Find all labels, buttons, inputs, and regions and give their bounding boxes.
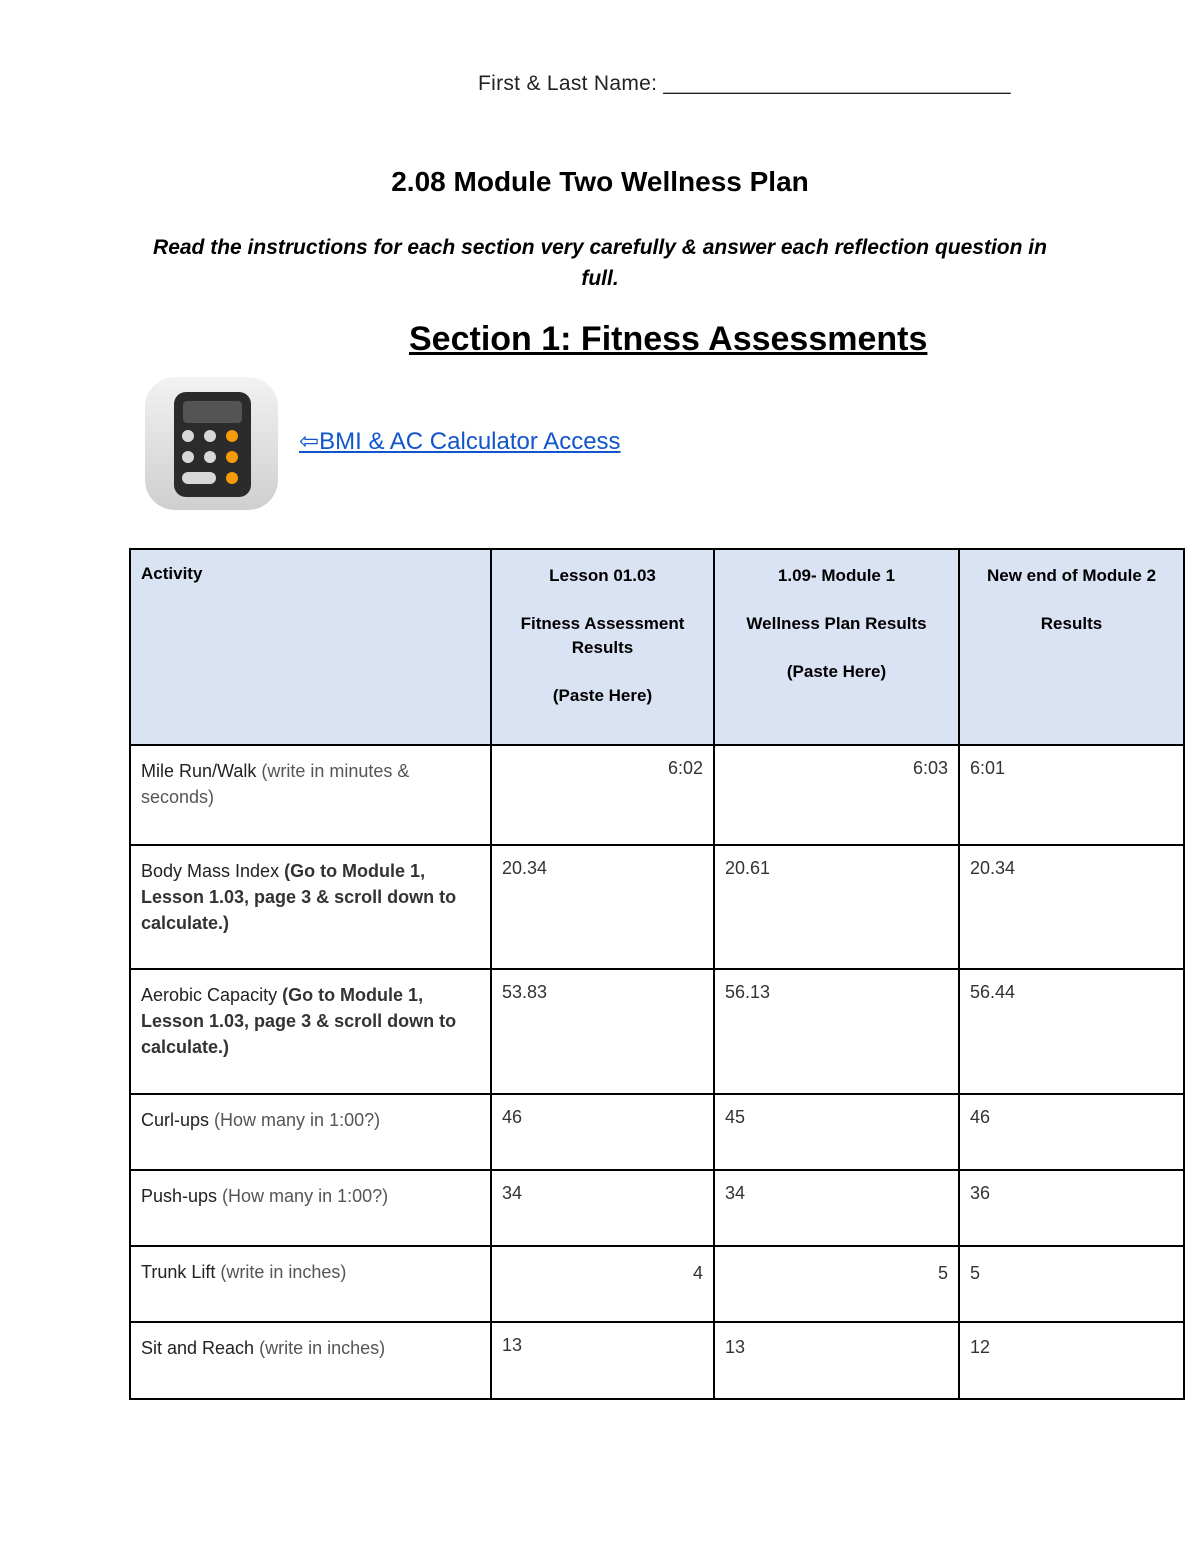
value-cell[interactable]: 13 xyxy=(491,1322,714,1399)
activity-label: Trunk Lift (write in inches) xyxy=(130,1246,491,1322)
activity-label: Sit and Reach (write in inches) xyxy=(130,1322,491,1399)
activity-label: Push-ups (How many in 1:00?) xyxy=(130,1170,491,1246)
fitness-results-table xyxy=(129,548,1185,1400)
header-lesson-0103: Lesson 01.03 Fitness Assessment Results (Paste Here) xyxy=(491,549,714,745)
value-cell[interactable]: 34 xyxy=(491,1170,714,1246)
table-row xyxy=(130,745,1184,845)
section-heading: Section 1: Fitness Assessments xyxy=(409,320,928,358)
value-cell[interactable]: 53.83 xyxy=(491,969,714,1094)
bmi-ac-calculator-link[interactable]: ⇦BMI & AC Calculator Access xyxy=(299,428,621,455)
activity-label: Mile Run/Walk (write in minutes & seconds) xyxy=(130,745,491,845)
value-cell[interactable]: 20.34 xyxy=(491,845,714,969)
page-title: 2.08 Module Two Wellness Plan xyxy=(391,166,809,197)
activity-label: Curl-ups (How many in 1:00?) xyxy=(130,1094,491,1170)
name-field-label: First & Last Name: _____________________________ xyxy=(478,72,1011,95)
header-module2-results: New end of Module 2 Results xyxy=(959,549,1184,745)
value-cell[interactable]: 56.44 xyxy=(959,969,1184,1094)
value-cell[interactable]: 20.34 xyxy=(959,845,1184,969)
value-cell[interactable]: 12 xyxy=(959,1322,1184,1399)
value-cell[interactable]: 5 xyxy=(959,1246,1184,1322)
table-row xyxy=(130,969,1184,1094)
table-row xyxy=(130,845,1184,969)
value-cell[interactable]: 6:02 xyxy=(491,745,714,845)
value-cell[interactable]: 13 xyxy=(714,1322,959,1399)
activity-label: Body Mass Index (Go to Module 1, Lesson 1.03, page 3 & scroll down to calculate.) xyxy=(130,845,491,969)
value-cell[interactable]: 45 xyxy=(714,1094,959,1170)
value-cell[interactable]: 46 xyxy=(959,1094,1184,1170)
activity-label: Aerobic Capacity (Go to Module 1, Lesson 1.03, page 3 & scroll down to calculate.) xyxy=(130,969,491,1094)
value-cell[interactable]: 6:01 xyxy=(959,745,1184,845)
table-row xyxy=(130,1246,1184,1322)
value-cell[interactable]: 20.61 xyxy=(714,845,959,969)
table-row xyxy=(130,1094,1184,1170)
instructions-text: Read the instructions for each section very carefully & answer each reflection question in full. xyxy=(153,236,1047,290)
table-row xyxy=(130,1322,1184,1399)
value-cell[interactable]: 34 xyxy=(714,1170,959,1246)
calculator-icon[interactable] xyxy=(143,375,280,512)
value-cell[interactable]: 5 xyxy=(714,1246,959,1322)
value-cell[interactable]: 46 xyxy=(491,1094,714,1170)
table-header-row xyxy=(130,549,1184,745)
value-cell[interactable]: 36 xyxy=(959,1170,1184,1246)
value-cell[interactable]: 56.13 xyxy=(714,969,959,1094)
header-module1-results: 1.09- Module 1 Wellness Plan Results (Paste Here) xyxy=(714,549,959,745)
value-cell[interactable]: 4 xyxy=(491,1246,714,1322)
header-activity: Activity xyxy=(130,549,491,745)
table-row xyxy=(130,1170,1184,1246)
value-cell[interactable]: 6:03 xyxy=(714,745,959,845)
